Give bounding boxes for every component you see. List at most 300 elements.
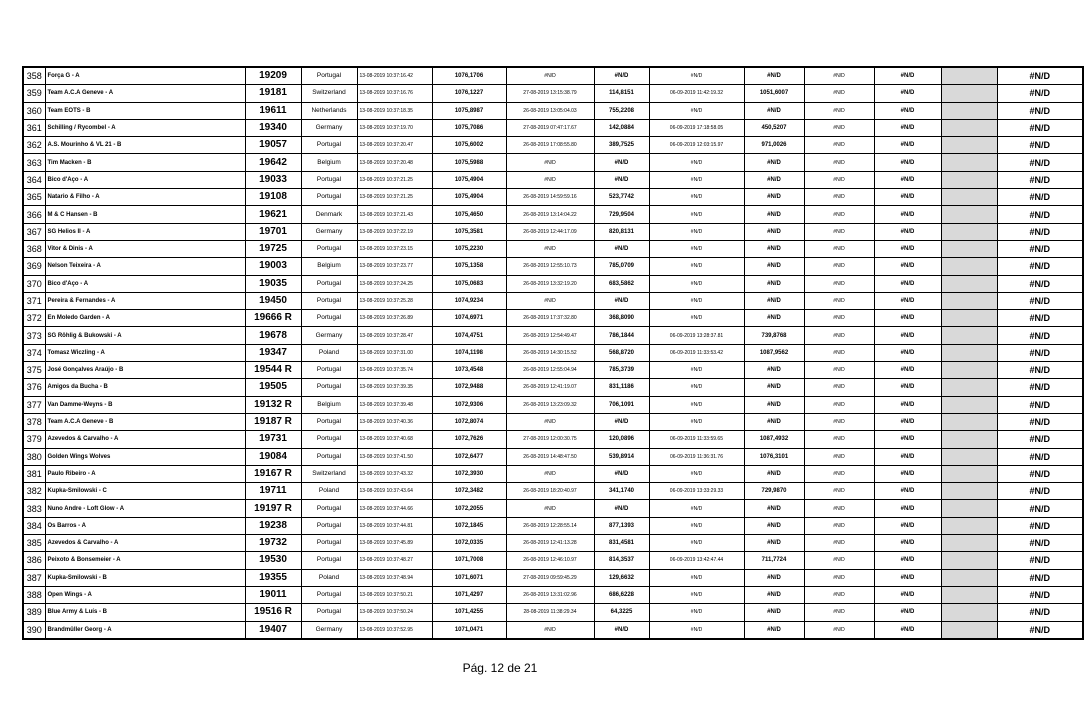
time-3-cell: #N/D [649, 396, 744, 413]
time-4-cell: #N/D [804, 310, 874, 327]
value-4-cell: #N/D [874, 344, 941, 361]
time-3-cell: #N/D [649, 223, 744, 240]
country-cell: Switzerland [301, 465, 357, 482]
value-3-cell: 1076,3101 [744, 448, 804, 465]
value-4-cell: #N/D [874, 431, 941, 448]
country-cell: Portugal [301, 362, 357, 379]
value-4-cell: #N/D [874, 206, 941, 223]
time-4-cell: #N/D [804, 500, 874, 517]
time-4-cell: #N/D [804, 119, 874, 136]
table-row [23, 500, 1083, 517]
blank-shaded-cell [941, 396, 997, 413]
value-1-cell: 1075,3581 [432, 223, 506, 240]
position-cell: 379 [23, 431, 45, 448]
team-name-cell: Tim Macken - B [45, 154, 245, 171]
value-3-cell: #N/D [744, 67, 804, 85]
team-name-cell: Tomasz Wiczling - A [45, 344, 245, 361]
time-4-cell: #N/D [804, 275, 874, 292]
value-4-cell: #N/D [874, 535, 941, 552]
time-2-cell: #N/D [506, 500, 594, 517]
value-2-cell: 877,1393 [594, 517, 649, 534]
time-4-cell: #N/D [804, 569, 874, 586]
position-cell: 382 [23, 483, 45, 500]
value-2-cell: 120,0896 [594, 431, 649, 448]
ring-number-cell: 19731 [245, 431, 301, 448]
time-2-cell: #N/D [506, 154, 594, 171]
time-2-cell: 26-08-2019 12:55:04.94 [506, 362, 594, 379]
value-3-cell: #N/D [744, 206, 804, 223]
value-1-cell: 1072,1845 [432, 517, 506, 534]
release-time-cell: 13-08-2019 10:37:44.66 [357, 500, 432, 517]
release-time-cell: 13-08-2019 10:37:43.32 [357, 465, 432, 482]
value-2-cell: 142,0884 [594, 119, 649, 136]
value-2-cell: #N/D [594, 67, 649, 85]
time-3-cell: 06-09-2019 11:42:19.32 [649, 85, 744, 102]
ring-number-cell: 19516 R [245, 604, 301, 621]
value-2-cell: 706,1091 [594, 396, 649, 413]
value-1-cell: 1076,1227 [432, 85, 506, 102]
result-cell: #N/D [997, 517, 1083, 534]
value-2-cell: 785,3739 [594, 362, 649, 379]
time-3-cell: #N/D [649, 310, 744, 327]
value-2-cell: 686,6228 [594, 586, 649, 603]
value-2-cell: #N/D [594, 621, 649, 639]
team-name-cell: Força G - A [45, 67, 245, 85]
value-2-cell: 129,6632 [594, 569, 649, 586]
time-3-cell: #N/D [649, 621, 744, 639]
blank-shaded-cell [941, 465, 997, 482]
table-row [23, 431, 1083, 448]
time-4-cell: #N/D [804, 586, 874, 603]
value-4-cell: #N/D [874, 517, 941, 534]
value-4-cell: #N/D [874, 258, 941, 275]
ring-number-cell: 19642 [245, 154, 301, 171]
country-cell: Portugal [301, 67, 357, 85]
ring-number-cell: 19530 [245, 552, 301, 569]
blank-shaded-cell [941, 535, 997, 552]
value-2-cell: 785,0709 [594, 258, 649, 275]
team-name-cell: Team A.C.A Geneve - A [45, 85, 245, 102]
team-name-cell: Azevedos & Carvalho - A [45, 535, 245, 552]
value-2-cell: #N/D [594, 292, 649, 309]
time-3-cell: #N/D [649, 604, 744, 621]
time-4-cell: #N/D [804, 258, 874, 275]
page-number-footer: Pág. 12 de 21 [462, 661, 538, 675]
value-2-cell: #N/D [594, 154, 649, 171]
value-3-cell: 711,7724 [744, 552, 804, 569]
value-3-cell: 1087,4932 [744, 431, 804, 448]
value-1-cell: 1076,1706 [432, 67, 506, 85]
position-cell: 366 [23, 206, 45, 223]
result-cell: #N/D [997, 621, 1083, 639]
release-time-cell: 13-08-2019 10:37:35.74 [357, 362, 432, 379]
country-cell: Portugal [301, 604, 357, 621]
time-3-cell: #N/D [649, 379, 744, 396]
value-1-cell: 1075,4904 [432, 171, 506, 188]
country-cell: Portugal [301, 500, 357, 517]
result-cell: #N/D [997, 102, 1083, 119]
team-name-cell: Peixoto & Bonsemeier - A [45, 552, 245, 569]
value-3-cell: #N/D [744, 258, 804, 275]
value-2-cell: #N/D [594, 240, 649, 257]
team-name-cell: A.S. Mourinho & VL 21 - B [45, 137, 245, 154]
time-4-cell: #N/D [804, 604, 874, 621]
value-2-cell: #N/D [594, 500, 649, 517]
value-2-cell: 64,3225 [594, 604, 649, 621]
blank-shaded-cell [941, 552, 997, 569]
value-1-cell: 1075,4904 [432, 189, 506, 206]
time-3-cell: 06-09-2019 11:33:59.65 [649, 431, 744, 448]
value-3-cell: #N/D [744, 102, 804, 119]
table-row [23, 206, 1083, 223]
position-cell: 367 [23, 223, 45, 240]
blank-shaded-cell [941, 189, 997, 206]
country-cell: Belgium [301, 154, 357, 171]
result-cell: #N/D [997, 379, 1083, 396]
result-cell: #N/D [997, 604, 1083, 621]
time-2-cell: 26-08-2019 12:41:13.28 [506, 535, 594, 552]
value-4-cell: #N/D [874, 223, 941, 240]
value-1-cell: 1074,1198 [432, 344, 506, 361]
release-time-cell: 13-08-2019 10:37:39.35 [357, 379, 432, 396]
team-name-cell: Golden Wings Wolves [45, 448, 245, 465]
value-4-cell: #N/D [874, 189, 941, 206]
value-4-cell: #N/D [874, 102, 941, 119]
release-time-cell: 13-08-2019 10:37:16.42 [357, 67, 432, 85]
time-2-cell: 26-08-2019 14:59:59.16 [506, 189, 594, 206]
time-2-cell: 26-08-2019 12:55:10.73 [506, 258, 594, 275]
country-cell: Portugal [301, 431, 357, 448]
time-4-cell: #N/D [804, 535, 874, 552]
value-1-cell: 1072,3930 [432, 465, 506, 482]
time-2-cell: #N/D [506, 171, 594, 188]
time-4-cell: #N/D [804, 154, 874, 171]
time-3-cell: #N/D [649, 102, 744, 119]
time-4-cell: #N/D [804, 465, 874, 482]
blank-shaded-cell [941, 67, 997, 85]
team-name-cell: José Gonçalves Araújo - B [45, 362, 245, 379]
table-row [23, 517, 1083, 534]
blank-shaded-cell [941, 604, 997, 621]
blank-shaded-cell [941, 327, 997, 344]
ring-number-cell: 19621 [245, 206, 301, 223]
team-name-cell: Os Barros - A [45, 517, 245, 534]
result-cell: #N/D [997, 327, 1083, 344]
position-cell: 373 [23, 327, 45, 344]
time-4-cell: #N/D [804, 240, 874, 257]
release-time-cell: 13-08-2019 10:37:43.64 [357, 483, 432, 500]
team-name-cell: Kupka-Smilowski - B [45, 569, 245, 586]
blank-shaded-cell [941, 344, 997, 361]
value-1-cell: 1072,9488 [432, 379, 506, 396]
time-3-cell: #N/D [649, 569, 744, 586]
position-cell: 389 [23, 604, 45, 621]
country-cell: Portugal [301, 171, 357, 188]
result-cell: #N/D [997, 292, 1083, 309]
value-2-cell: 831,1186 [594, 379, 649, 396]
country-cell: Poland [301, 569, 357, 586]
time-2-cell: 26-08-2019 17:37:32.80 [506, 310, 594, 327]
position-cell: 381 [23, 465, 45, 482]
value-3-cell: #N/D [744, 240, 804, 257]
time-2-cell: 26-08-2019 14:48:47.50 [506, 448, 594, 465]
value-3-cell: 971,0026 [744, 137, 804, 154]
table-row [23, 552, 1083, 569]
release-time-cell: 13-08-2019 10:37:20.47 [357, 137, 432, 154]
country-cell: Portugal [301, 552, 357, 569]
position-cell: 358 [23, 67, 45, 85]
value-3-cell: #N/D [744, 362, 804, 379]
time-3-cell: #N/D [649, 154, 744, 171]
result-cell: #N/D [997, 258, 1083, 275]
country-cell: Germany [301, 621, 357, 639]
table-row [23, 292, 1083, 309]
value-2-cell: 114,8151 [594, 85, 649, 102]
country-cell: Portugal [301, 137, 357, 154]
position-cell: 377 [23, 396, 45, 413]
time-2-cell: 26-08-2019 18:20:40.97 [506, 483, 594, 500]
time-4-cell: #N/D [804, 413, 874, 430]
country-cell: Germany [301, 223, 357, 240]
release-time-cell: 13-08-2019 10:37:50.21 [357, 586, 432, 603]
value-3-cell: 1087,9562 [744, 344, 804, 361]
blank-shaded-cell [941, 240, 997, 257]
blank-shaded-cell [941, 102, 997, 119]
blank-shaded-cell [941, 119, 997, 136]
table-row [23, 396, 1083, 413]
time-2-cell: 27-08-2019 12:00:30.75 [506, 431, 594, 448]
team-name-cell: SG Röhlig & Bukowski - A [45, 327, 245, 344]
ring-number-cell: 19732 [245, 535, 301, 552]
release-time-cell: 13-08-2019 10:37:21.25 [357, 171, 432, 188]
release-time-cell: 13-08-2019 10:37:48.94 [357, 569, 432, 586]
value-2-cell: 368,8090 [594, 310, 649, 327]
position-cell: 370 [23, 275, 45, 292]
ring-number-cell: 19505 [245, 379, 301, 396]
time-3-cell: 06-09-2019 11:33:53.42 [649, 344, 744, 361]
ring-number-cell: 19611 [245, 102, 301, 119]
release-time-cell: 13-08-2019 10:37:48.27 [357, 552, 432, 569]
value-3-cell: 1051,6007 [744, 85, 804, 102]
time-3-cell: #N/D [649, 189, 744, 206]
ring-number-cell: 19011 [245, 586, 301, 603]
country-cell: Portugal [301, 292, 357, 309]
value-4-cell: #N/D [874, 379, 941, 396]
time-2-cell: #N/D [506, 67, 594, 85]
country-cell: Netherlands [301, 102, 357, 119]
table-row [23, 483, 1083, 500]
value-2-cell: 814,3537 [594, 552, 649, 569]
position-cell: 364 [23, 171, 45, 188]
ring-number-cell: 19003 [245, 258, 301, 275]
time-4-cell: #N/D [804, 517, 874, 534]
table-row [23, 154, 1083, 171]
position-cell: 387 [23, 569, 45, 586]
value-1-cell: 1072,8074 [432, 413, 506, 430]
value-4-cell: #N/D [874, 448, 941, 465]
value-4-cell: #N/D [874, 327, 941, 344]
result-cell: #N/D [997, 240, 1083, 257]
ring-number-cell: 19057 [245, 137, 301, 154]
team-name-cell: Team EOTS - B [45, 102, 245, 119]
result-cell: #N/D [997, 310, 1083, 327]
value-1-cell: 1073,4548 [432, 362, 506, 379]
time-2-cell: 26-08-2019 12:41:19.07 [506, 379, 594, 396]
value-3-cell: 450,5207 [744, 119, 804, 136]
value-4-cell: #N/D [874, 483, 941, 500]
team-name-cell: Nelson Teixeira - A [45, 258, 245, 275]
time-3-cell: #N/D [649, 258, 744, 275]
team-name-cell: Azevedos & Carvalho - A [45, 431, 245, 448]
result-cell: #N/D [997, 586, 1083, 603]
value-1-cell: 1074,6971 [432, 310, 506, 327]
blank-shaded-cell [941, 85, 997, 102]
time-4-cell: #N/D [804, 379, 874, 396]
time-4-cell: #N/D [804, 344, 874, 361]
value-2-cell: #N/D [594, 465, 649, 482]
value-1-cell: 1075,7086 [432, 119, 506, 136]
time-4-cell: #N/D [804, 223, 874, 240]
time-4-cell: #N/D [804, 362, 874, 379]
time-4-cell: #N/D [804, 552, 874, 569]
value-1-cell: 1072,0335 [432, 535, 506, 552]
value-1-cell: 1074,9234 [432, 292, 506, 309]
release-time-cell: 13-08-2019 10:37:22.19 [357, 223, 432, 240]
value-3-cell: #N/D [744, 621, 804, 639]
value-4-cell: #N/D [874, 621, 941, 639]
release-time-cell: 13-08-2019 10:37:23.15 [357, 240, 432, 257]
release-time-cell: 13-08-2019 10:37:31.00 [357, 344, 432, 361]
position-cell: 383 [23, 500, 45, 517]
time-2-cell: 27-08-2019 13:15:38.79 [506, 85, 594, 102]
country-cell: Portugal [301, 517, 357, 534]
results-table-body [23, 67, 1083, 639]
release-time-cell: 13-08-2019 10:37:45.89 [357, 535, 432, 552]
time-3-cell: #N/D [649, 206, 744, 223]
value-3-cell: #N/D [744, 604, 804, 621]
position-cell: 365 [23, 189, 45, 206]
value-2-cell: 389,7525 [594, 137, 649, 154]
release-time-cell: 13-08-2019 10:37:20.48 [357, 154, 432, 171]
team-name-cell: Pereira & Fernandes - A [45, 292, 245, 309]
country-cell: Portugal [301, 413, 357, 430]
time-3-cell: 06-09-2019 13:42:47.44 [649, 552, 744, 569]
ring-number-cell: 19132 R [245, 396, 301, 413]
value-1-cell: 1072,6477 [432, 448, 506, 465]
table-row [23, 604, 1083, 621]
time-4-cell: #N/D [804, 396, 874, 413]
value-1-cell: 1075,4650 [432, 206, 506, 223]
time-2-cell: 26-08-2019 13:23:09.32 [506, 396, 594, 413]
team-name-cell: Van Damme-Weyns - B [45, 396, 245, 413]
value-2-cell: #N/D [594, 413, 649, 430]
blank-shaded-cell [941, 310, 997, 327]
value-4-cell: #N/D [874, 310, 941, 327]
position-cell: 390 [23, 621, 45, 639]
blank-shaded-cell [941, 379, 997, 396]
result-cell: #N/D [997, 137, 1083, 154]
table-row [23, 362, 1083, 379]
value-3-cell: #N/D [744, 465, 804, 482]
position-cell: 388 [23, 586, 45, 603]
blank-shaded-cell [941, 292, 997, 309]
position-cell: 375 [23, 362, 45, 379]
time-2-cell: 27-08-2019 07:47:17.67 [506, 119, 594, 136]
ring-number-cell: 19108 [245, 189, 301, 206]
position-cell: 359 [23, 85, 45, 102]
table-row [23, 465, 1083, 482]
release-time-cell: 13-08-2019 10:37:40.68 [357, 431, 432, 448]
table-row [23, 327, 1083, 344]
position-cell: 363 [23, 154, 45, 171]
value-4-cell: #N/D [874, 119, 941, 136]
value-4-cell: #N/D [874, 552, 941, 569]
value-2-cell: 831,4581 [594, 535, 649, 552]
value-4-cell: #N/D [874, 413, 941, 430]
blank-shaded-cell [941, 206, 997, 223]
ring-number-cell: 19209 [245, 67, 301, 85]
value-1-cell: 1072,2055 [432, 500, 506, 517]
result-cell: #N/D [997, 362, 1083, 379]
position-cell: 372 [23, 310, 45, 327]
ring-number-cell: 19678 [245, 327, 301, 344]
country-cell: Poland [301, 483, 357, 500]
time-4-cell: #N/D [804, 189, 874, 206]
table-row [23, 240, 1083, 257]
time-2-cell: 27-08-2019 09:59:45.29 [506, 569, 594, 586]
ring-number-cell: 19340 [245, 119, 301, 136]
country-cell: Germany [301, 327, 357, 344]
blank-shaded-cell [941, 137, 997, 154]
release-time-cell: 13-08-2019 10:37:21.25 [357, 189, 432, 206]
value-3-cell: #N/D [744, 517, 804, 534]
result-cell: #N/D [997, 275, 1083, 292]
team-name-cell: Brandmüller Georg - A [45, 621, 245, 639]
table-row [23, 413, 1083, 430]
ring-number-cell: 19035 [245, 275, 301, 292]
table-row [23, 171, 1083, 188]
value-4-cell: #N/D [874, 362, 941, 379]
time-4-cell: #N/D [804, 483, 874, 500]
time-3-cell: #N/D [649, 500, 744, 517]
time-3-cell: #N/D [649, 362, 744, 379]
results-table [22, 66, 1084, 640]
value-1-cell: 1072,7626 [432, 431, 506, 448]
team-name-cell: En Moledo Garden - A [45, 310, 245, 327]
blank-shaded-cell [941, 517, 997, 534]
release-time-cell: 13-08-2019 10:37:39.48 [357, 396, 432, 413]
time-2-cell: 26-08-2019 12:44:17.09 [506, 223, 594, 240]
value-3-cell: #N/D [744, 292, 804, 309]
time-2-cell: 26-08-2019 17:08:55.80 [506, 137, 594, 154]
table-row [23, 586, 1083, 603]
value-1-cell: 1072,3482 [432, 483, 506, 500]
position-cell: 369 [23, 258, 45, 275]
release-time-cell: 13-08-2019 10:37:41.50 [357, 448, 432, 465]
value-4-cell: #N/D [874, 604, 941, 621]
blank-shaded-cell [941, 569, 997, 586]
time-4-cell: #N/D [804, 292, 874, 309]
value-4-cell: #N/D [874, 292, 941, 309]
country-cell: Portugal [301, 535, 357, 552]
team-name-cell: SG Helios II - A [45, 223, 245, 240]
value-4-cell: #N/D [874, 154, 941, 171]
value-1-cell: 1071,4255 [432, 604, 506, 621]
value-3-cell: #N/D [744, 379, 804, 396]
release-time-cell: 13-08-2019 10:37:50.24 [357, 604, 432, 621]
value-3-cell: #N/D [744, 396, 804, 413]
position-cell: 360 [23, 102, 45, 119]
